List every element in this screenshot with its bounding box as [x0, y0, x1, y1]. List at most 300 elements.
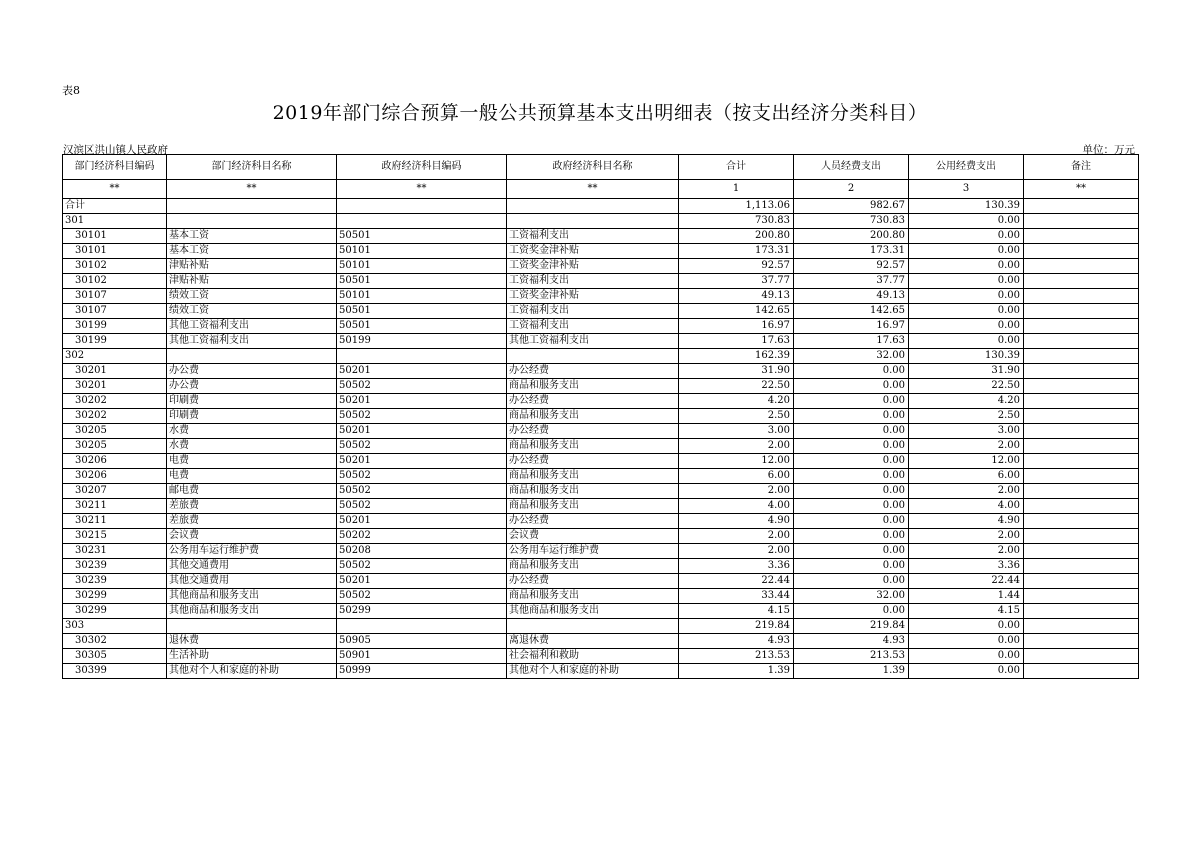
- total-cell: 4.20: [679, 394, 794, 409]
- dept-code-cell: 30205: [63, 439, 167, 454]
- dept-name-cell: 印刷费: [167, 394, 337, 409]
- gov-name-cell: 工资福利支出: [507, 274, 679, 289]
- total-cell: 1.39: [679, 664, 794, 679]
- remark-cell: [1024, 634, 1139, 649]
- dept-name-cell: 公务用车运行维护费: [167, 544, 337, 559]
- gov-name-cell: 办公经费: [507, 424, 679, 439]
- dept-code-cell: 30202: [63, 394, 167, 409]
- gov-name-cell: 工资福利支出: [507, 304, 679, 319]
- gov-name-cell: 办公经费: [507, 454, 679, 469]
- personnel-cell: 32.00: [794, 349, 909, 364]
- total-cell: 22.44: [679, 574, 794, 589]
- gov-code-cell: [337, 349, 507, 364]
- gov-name-cell: 工资奖金津补贴: [507, 244, 679, 259]
- personnel-cell: 0.00: [794, 379, 909, 394]
- public-cell: 2.00: [909, 484, 1024, 499]
- public-cell: 12.00: [909, 454, 1024, 469]
- gov-code-cell: 50502: [337, 439, 507, 454]
- public-cell: 2.50: [909, 409, 1024, 424]
- remark-cell: [1024, 304, 1139, 319]
- remark-cell: [1024, 604, 1139, 619]
- dept-code-cell: 30207: [63, 484, 167, 499]
- table-row: [63, 634, 1139, 649]
- dept-code-cell: 30206: [63, 469, 167, 484]
- gov-code-cell: 50501: [337, 229, 507, 244]
- total-cell: 33.44: [679, 589, 794, 604]
- dept-code-cell: 302: [63, 349, 167, 364]
- total-cell: 2.50: [679, 409, 794, 424]
- gov-name-cell: 商品和服务支出: [507, 439, 679, 454]
- marker-cell: **: [337, 180, 507, 199]
- personnel-cell: 0.00: [794, 454, 909, 469]
- gov-code-cell: 50502: [337, 484, 507, 499]
- total-cell: 1,113.06: [679, 199, 794, 214]
- dept-code-cell: 30231: [63, 544, 167, 559]
- marker-cell: 2: [794, 180, 909, 199]
- public-cell: 4.20: [909, 394, 1024, 409]
- header-remark: 备注: [1024, 155, 1139, 180]
- marker-cell: 3: [909, 180, 1024, 199]
- public-cell: 3.00: [909, 424, 1024, 439]
- personnel-cell: 0.00: [794, 364, 909, 379]
- dept-name-cell: 差旅费: [167, 514, 337, 529]
- header-personnel: 人员经费支出: [794, 155, 909, 180]
- remark-cell: [1024, 664, 1139, 679]
- personnel-cell: 0.00: [794, 409, 909, 424]
- remark-cell: [1024, 559, 1139, 574]
- public-cell: 2.00: [909, 544, 1024, 559]
- remark-cell: [1024, 514, 1139, 529]
- dept-name-cell: [167, 619, 337, 634]
- remark-cell: [1024, 544, 1139, 559]
- table-row: [63, 289, 1139, 304]
- table-row: [63, 349, 1139, 364]
- remark-cell: [1024, 394, 1139, 409]
- total-cell: 2.00: [679, 439, 794, 454]
- dept-code-cell: 30211: [63, 514, 167, 529]
- remark-cell: [1024, 214, 1139, 229]
- personnel-cell: 213.53: [794, 649, 909, 664]
- personnel-cell: 49.13: [794, 289, 909, 304]
- dept-code-cell: 30302: [63, 634, 167, 649]
- table-row: [63, 244, 1139, 259]
- gov-code-cell: 50199: [337, 334, 507, 349]
- table-row: [63, 589, 1139, 604]
- personnel-cell: 0.00: [794, 394, 909, 409]
- personnel-cell: 17.63: [794, 334, 909, 349]
- dept-code-cell: 303: [63, 619, 167, 634]
- table-row: [63, 199, 1139, 214]
- gov-code-cell: 50501: [337, 304, 507, 319]
- remark-cell: [1024, 499, 1139, 514]
- table-body: [63, 199, 1139, 679]
- remark-cell: [1024, 409, 1139, 424]
- public-cell: 2.00: [909, 529, 1024, 544]
- dept-name-cell: 其他工资福利支出: [167, 319, 337, 334]
- public-cell: 0.00: [909, 664, 1024, 679]
- personnel-cell: 0.00: [794, 469, 909, 484]
- table-row: [63, 394, 1139, 409]
- unit-label: 单位：万元: [1082, 144, 1135, 156]
- total-cell: 37.77: [679, 274, 794, 289]
- public-cell: 0.00: [909, 214, 1024, 229]
- gov-name-cell: 其他对个人和家庭的补助: [507, 664, 679, 679]
- table-row: [63, 274, 1139, 289]
- gov-code-cell: 50999: [337, 664, 507, 679]
- public-cell: 0.00: [909, 274, 1024, 289]
- personnel-cell: 0.00: [794, 559, 909, 574]
- dept-name-cell: 绩效工资: [167, 289, 337, 304]
- dept-name-cell: 绩效工资: [167, 304, 337, 319]
- public-cell: 0.00: [909, 259, 1024, 274]
- remark-cell: [1024, 469, 1139, 484]
- remark-cell: [1024, 334, 1139, 349]
- dept-name-cell: 水费: [167, 439, 337, 454]
- dept-name-cell: 其他交通费用: [167, 574, 337, 589]
- total-cell: 4.90: [679, 514, 794, 529]
- remark-cell: [1024, 244, 1139, 259]
- table-row: [63, 649, 1139, 664]
- personnel-cell: 0.00: [794, 499, 909, 514]
- dept-code-cell: 30299: [63, 604, 167, 619]
- total-cell: 4.00: [679, 499, 794, 514]
- dept-name-cell: 电费: [167, 469, 337, 484]
- table-row: [63, 574, 1139, 589]
- remark-cell: [1024, 229, 1139, 244]
- gov-name-cell: 其他工资福利支出: [507, 334, 679, 349]
- gov-code-cell: 50208: [337, 544, 507, 559]
- dept-name-cell: 其他交通费用: [167, 559, 337, 574]
- public-cell: 0.00: [909, 229, 1024, 244]
- dept-name-cell: 印刷费: [167, 409, 337, 424]
- table-row: [63, 544, 1139, 559]
- budget-table: [62, 154, 1139, 679]
- dept-name-cell: 其他商品和服务支出: [167, 604, 337, 619]
- public-cell: 3.36: [909, 559, 1024, 574]
- header-total: 合计: [679, 155, 794, 180]
- total-cell: 4.93: [679, 634, 794, 649]
- gov-name-cell: 商品和服务支出: [507, 499, 679, 514]
- gov-code-cell: 50202: [337, 529, 507, 544]
- public-cell: 0.00: [909, 319, 1024, 334]
- gov-code-cell: 50502: [337, 469, 507, 484]
- gov-name-cell: 工资福利支出: [507, 229, 679, 244]
- gov-name-cell: [507, 214, 679, 229]
- personnel-cell: 0.00: [794, 514, 909, 529]
- gov-name-cell: 工资奖金津补贴: [507, 289, 679, 304]
- personnel-cell: 92.57: [794, 259, 909, 274]
- remark-cell: [1024, 649, 1139, 664]
- remark-cell: [1024, 529, 1139, 544]
- table-row: [63, 529, 1139, 544]
- dept-name-cell: 其他商品和服务支出: [167, 589, 337, 604]
- remark-cell: [1024, 199, 1139, 214]
- total-cell: 730.83: [679, 214, 794, 229]
- gov-name-cell: [507, 619, 679, 634]
- gov-code-cell: 50901: [337, 649, 507, 664]
- table-row: [63, 364, 1139, 379]
- gov-code-cell: 50101: [337, 244, 507, 259]
- marker-cell: 1: [679, 180, 794, 199]
- marker-row: [63, 180, 1139, 199]
- dept-code-cell: 合计: [63, 199, 167, 214]
- public-cell: 0.00: [909, 304, 1024, 319]
- gov-code-cell: 50201: [337, 574, 507, 589]
- gov-code-cell: 50201: [337, 424, 507, 439]
- public-cell: 4.00: [909, 499, 1024, 514]
- table-row: [63, 454, 1139, 469]
- gov-name-cell: [507, 349, 679, 364]
- dept-name-cell: 其他工资福利支出: [167, 334, 337, 349]
- gov-name-cell: 工资福利支出: [507, 319, 679, 334]
- table-row: [63, 469, 1139, 484]
- dept-code-cell: 30211: [63, 499, 167, 514]
- remark-cell: [1024, 274, 1139, 289]
- total-cell: 142.65: [679, 304, 794, 319]
- dept-name-cell: 基本工资: [167, 229, 337, 244]
- gov-code-cell: 50201: [337, 454, 507, 469]
- public-cell: 130.39: [909, 199, 1024, 214]
- dept-code-cell: 30202: [63, 409, 167, 424]
- public-cell: 2.00: [909, 439, 1024, 454]
- remark-cell: [1024, 454, 1139, 469]
- personnel-cell: 0.00: [794, 604, 909, 619]
- total-cell: 4.15: [679, 604, 794, 619]
- table-row: [63, 229, 1139, 244]
- gov-name-cell: [507, 199, 679, 214]
- dept-name-cell: 电费: [167, 454, 337, 469]
- public-cell: 4.90: [909, 514, 1024, 529]
- table-row: [63, 259, 1139, 274]
- header-dept-name: 部门经济科目名称: [167, 155, 337, 180]
- personnel-cell: 173.31: [794, 244, 909, 259]
- remark-cell: [1024, 259, 1139, 274]
- total-cell: 3.36: [679, 559, 794, 574]
- table-row: [63, 619, 1139, 634]
- gov-code-cell: 50501: [337, 274, 507, 289]
- dept-code-cell: 30107: [63, 304, 167, 319]
- public-cell: 31.90: [909, 364, 1024, 379]
- total-cell: 2.00: [679, 484, 794, 499]
- total-cell: 3.00: [679, 424, 794, 439]
- dept-name-cell: 退休费: [167, 634, 337, 649]
- dept-name-cell: 津贴补贴: [167, 274, 337, 289]
- public-cell: 130.39: [909, 349, 1024, 364]
- public-cell: 22.44: [909, 574, 1024, 589]
- gov-code-cell: 50502: [337, 409, 507, 424]
- gov-name-cell: 办公经费: [507, 574, 679, 589]
- header-row: [63, 155, 1139, 180]
- dept-name-cell: 办公费: [167, 379, 337, 394]
- dept-name-cell: [167, 349, 337, 364]
- personnel-cell: 0.00: [794, 574, 909, 589]
- gov-name-cell: 商品和服务支出: [507, 589, 679, 604]
- remark-cell: [1024, 424, 1139, 439]
- header-public: 公用经费支出: [909, 155, 1024, 180]
- dept-code-cell: 30199: [63, 334, 167, 349]
- table-row: [63, 409, 1139, 424]
- remark-cell: [1024, 379, 1139, 394]
- public-cell: 0.00: [909, 289, 1024, 304]
- personnel-cell: 4.93: [794, 634, 909, 649]
- table-row: [63, 604, 1139, 619]
- public-cell: 0.00: [909, 634, 1024, 649]
- public-cell: 6.00: [909, 469, 1024, 484]
- gov-name-cell: 商品和服务支出: [507, 559, 679, 574]
- public-cell: 0.00: [909, 334, 1024, 349]
- marker-cell: **: [507, 180, 679, 199]
- total-cell: 173.31: [679, 244, 794, 259]
- public-cell: 22.50: [909, 379, 1024, 394]
- public-cell: 0.00: [909, 244, 1024, 259]
- personnel-cell: 0.00: [794, 439, 909, 454]
- table-row: [63, 499, 1139, 514]
- header-dept-code: 部门经济科目编码: [63, 155, 167, 180]
- personnel-cell: 200.80: [794, 229, 909, 244]
- dept-name-cell: [167, 199, 337, 214]
- remark-cell: [1024, 319, 1139, 334]
- public-cell: 4.15: [909, 604, 1024, 619]
- dept-code-cell: 30239: [63, 559, 167, 574]
- dept-code-cell: 30201: [63, 364, 167, 379]
- dept-name-cell: 基本工资: [167, 244, 337, 259]
- personnel-cell: 16.97: [794, 319, 909, 334]
- dept-name-cell: 津贴补贴: [167, 259, 337, 274]
- remark-cell: [1024, 439, 1139, 454]
- dept-code-cell: 30102: [63, 259, 167, 274]
- dept-name-cell: 办公费: [167, 364, 337, 379]
- gov-code-cell: [337, 199, 507, 214]
- dept-code-cell: 30299: [63, 589, 167, 604]
- total-cell: 2.00: [679, 544, 794, 559]
- gov-code-cell: 50201: [337, 514, 507, 529]
- gov-name-cell: 工资奖金津补贴: [507, 259, 679, 274]
- personnel-cell: 730.83: [794, 214, 909, 229]
- gov-code-cell: 50201: [337, 364, 507, 379]
- public-cell: 0.00: [909, 649, 1024, 664]
- table-row: [63, 664, 1139, 679]
- gov-name-cell: 商品和服务支出: [507, 484, 679, 499]
- remark-cell: [1024, 484, 1139, 499]
- total-cell: 219.84: [679, 619, 794, 634]
- personnel-cell: 32.00: [794, 589, 909, 604]
- gov-name-cell: 离退休费: [507, 634, 679, 649]
- table-row: [63, 559, 1139, 574]
- dept-code-cell: 30399: [63, 664, 167, 679]
- gov-name-cell: 办公经费: [507, 364, 679, 379]
- dept-code-cell: 30201: [63, 379, 167, 394]
- total-cell: 6.00: [679, 469, 794, 484]
- header-gov-code: 政府经济科目编码: [337, 155, 507, 180]
- gov-code-cell: 50501: [337, 319, 507, 334]
- organization-name: 汉滨区洪山镇人民政府: [63, 144, 168, 156]
- gov-code-cell: [337, 214, 507, 229]
- total-cell: 16.97: [679, 319, 794, 334]
- gov-name-cell: 会议费: [507, 529, 679, 544]
- dept-name-cell: [167, 214, 337, 229]
- gov-code-cell: 50502: [337, 499, 507, 514]
- total-cell: 213.53: [679, 649, 794, 664]
- dept-code-cell: 30101: [63, 244, 167, 259]
- dept-code-cell: 30239: [63, 574, 167, 589]
- dept-code-cell: 30101: [63, 229, 167, 244]
- table-row: [63, 514, 1139, 529]
- total-cell: 92.57: [679, 259, 794, 274]
- dept-code-cell: 30205: [63, 424, 167, 439]
- gov-code-cell: 50502: [337, 559, 507, 574]
- gov-name-cell: 商品和服务支出: [507, 409, 679, 424]
- public-cell: 0.00: [909, 619, 1024, 634]
- personnel-cell: 1.39: [794, 664, 909, 679]
- dept-code-cell: 30102: [63, 274, 167, 289]
- personnel-cell: 0.00: [794, 544, 909, 559]
- remark-cell: [1024, 364, 1139, 379]
- dept-name-cell: 邮电费: [167, 484, 337, 499]
- table-number: 表8: [62, 84, 80, 97]
- table-row: [63, 439, 1139, 454]
- gov-name-cell: 商品和服务支出: [507, 469, 679, 484]
- table-row: [63, 214, 1139, 229]
- gov-name-cell: 商品和服务支出: [507, 379, 679, 394]
- total-cell: 2.00: [679, 529, 794, 544]
- table-row: [63, 484, 1139, 499]
- dept-name-cell: 其他对个人和家庭的补助: [167, 664, 337, 679]
- personnel-cell: 0.00: [794, 484, 909, 499]
- header-gov-name: 政府经济科目名称: [507, 155, 679, 180]
- total-cell: 31.90: [679, 364, 794, 379]
- total-cell: 49.13: [679, 289, 794, 304]
- remark-cell: [1024, 574, 1139, 589]
- gov-code-cell: 50905: [337, 634, 507, 649]
- dept-code-cell: 301: [63, 214, 167, 229]
- gov-code-cell: 50101: [337, 259, 507, 274]
- dept-code-cell: 30199: [63, 319, 167, 334]
- gov-code-cell: 50502: [337, 589, 507, 604]
- marker-cell: **: [63, 180, 167, 199]
- dept-name-cell: 差旅费: [167, 499, 337, 514]
- dept-name-cell: 水费: [167, 424, 337, 439]
- gov-code-cell: 50502: [337, 379, 507, 394]
- gov-name-cell: 办公经费: [507, 394, 679, 409]
- total-cell: 17.63: [679, 334, 794, 349]
- marker-cell: **: [167, 180, 337, 199]
- gov-name-cell: 办公经费: [507, 514, 679, 529]
- dept-code-cell: 30206: [63, 454, 167, 469]
- remark-cell: [1024, 349, 1139, 364]
- gov-code-cell: [337, 619, 507, 634]
- personnel-cell: 37.77: [794, 274, 909, 289]
- table-row: [63, 319, 1139, 334]
- total-cell: 200.80: [679, 229, 794, 244]
- table-row: [63, 304, 1139, 319]
- dept-name-cell: 会议费: [167, 529, 337, 544]
- personnel-cell: 142.65: [794, 304, 909, 319]
- gov-name-cell: 社会福利和救助: [507, 649, 679, 664]
- dept-code-cell: 30305: [63, 649, 167, 664]
- table-row: [63, 334, 1139, 349]
- marker-cell: **: [1024, 180, 1139, 199]
- table-row: [63, 424, 1139, 439]
- page-title: 2019年部门综合预算一般公共预算基本支出明细表（按支出经济分类科目）: [272, 102, 928, 124]
- dept-code-cell: 30107: [63, 289, 167, 304]
- gov-code-cell: 50201: [337, 394, 507, 409]
- personnel-cell: 219.84: [794, 619, 909, 634]
- total-cell: 12.00: [679, 454, 794, 469]
- personnel-cell: 0.00: [794, 529, 909, 544]
- dept-code-cell: 30215: [63, 529, 167, 544]
- remark-cell: [1024, 289, 1139, 304]
- dept-name-cell: 生活补助: [167, 649, 337, 664]
